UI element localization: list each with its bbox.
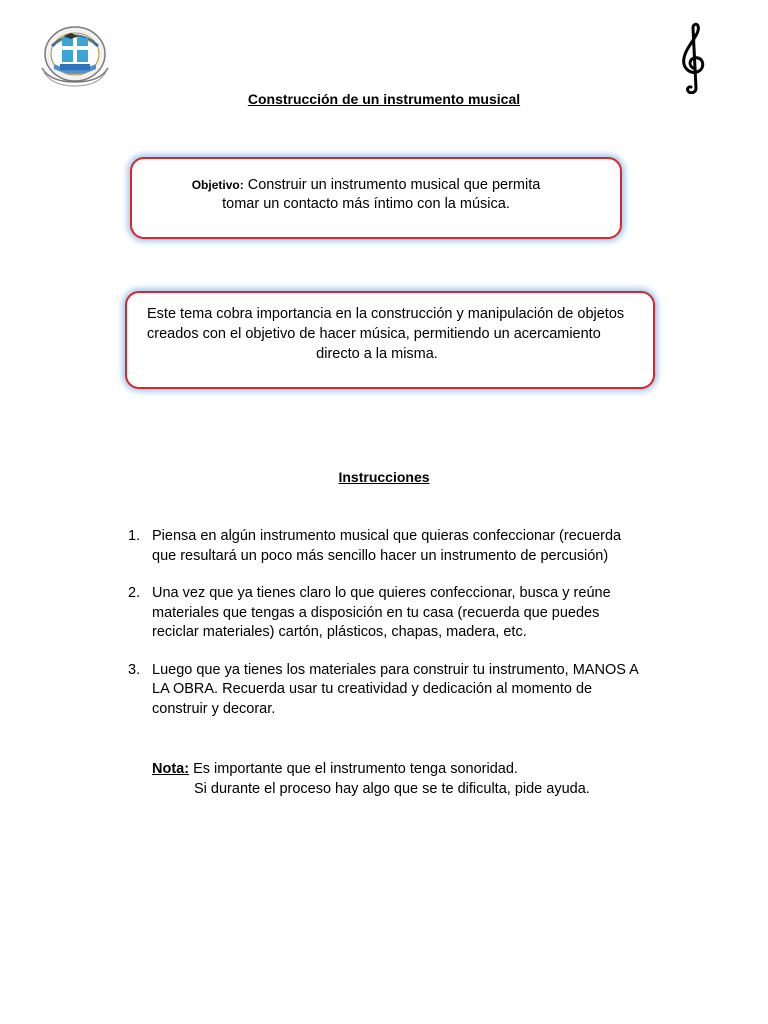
list-item xyxy=(128,661,668,720)
school-logo-icon xyxy=(38,24,112,90)
objective-label: Objetivo: xyxy=(191,178,244,192)
importance-text-line1: Este tema cobra importancia en la construcción y manipulación de objetos xyxy=(147,306,625,322)
item-number: 3. xyxy=(128,661,141,678)
item-text: Una vez que ya tienes claro lo que quieres confeccionar, busca y reúne xyxy=(152,585,611,601)
importance-text-line2: creados con el objetivo de hacer música, permitiendo un acercamiento xyxy=(147,326,601,342)
instructions-title: Instrucciones xyxy=(338,469,430,485)
objective-box xyxy=(130,157,622,239)
item-text: reciclar materiales) cartón, plásticos, chapas, madera, etc. xyxy=(152,624,527,640)
item-number: 2. xyxy=(128,585,141,601)
item-text: construir y decorar. xyxy=(152,700,276,717)
objective-text-line2: tomar un contacto más íntimo con la música. xyxy=(222,196,510,212)
note-label: Nota: xyxy=(152,761,190,777)
treble-clef-icon xyxy=(674,22,714,94)
importance-text-line3: directo a la misma. xyxy=(316,346,438,362)
instructions-list xyxy=(128,527,668,737)
importance-box xyxy=(125,291,655,389)
item-text: Luego que ya tienes los materiales para construir tu instrumento, MANOS A xyxy=(152,661,639,678)
list-item xyxy=(128,584,668,643)
item-text: LA OBRA. Recuerda usar tu creatividad y dedicación al momento de xyxy=(152,681,593,697)
list-item xyxy=(128,527,668,566)
objective-text-line1: Construir un instrumento musical que permita xyxy=(247,177,541,193)
item-text: Piensa en algún instrumento musical que quieras confeccionar (recuerda xyxy=(152,528,622,544)
note-block xyxy=(152,759,590,799)
document-title: Construcción de un instrumento musical xyxy=(247,91,521,107)
item-text: que resultará un poco más sencillo hacer un instrumento de percusión) xyxy=(152,547,609,564)
item-text: materiales que tengas a disposición en tu casa (recuerda que puedes xyxy=(152,604,600,621)
note-text-line1: Es importante que el instrumento tenga sonoridad. xyxy=(193,761,518,777)
item-number: 1. xyxy=(128,528,141,544)
note-text-line2: Si durante el proceso hay algo que se te dificulta, pide ayuda. xyxy=(194,781,590,797)
